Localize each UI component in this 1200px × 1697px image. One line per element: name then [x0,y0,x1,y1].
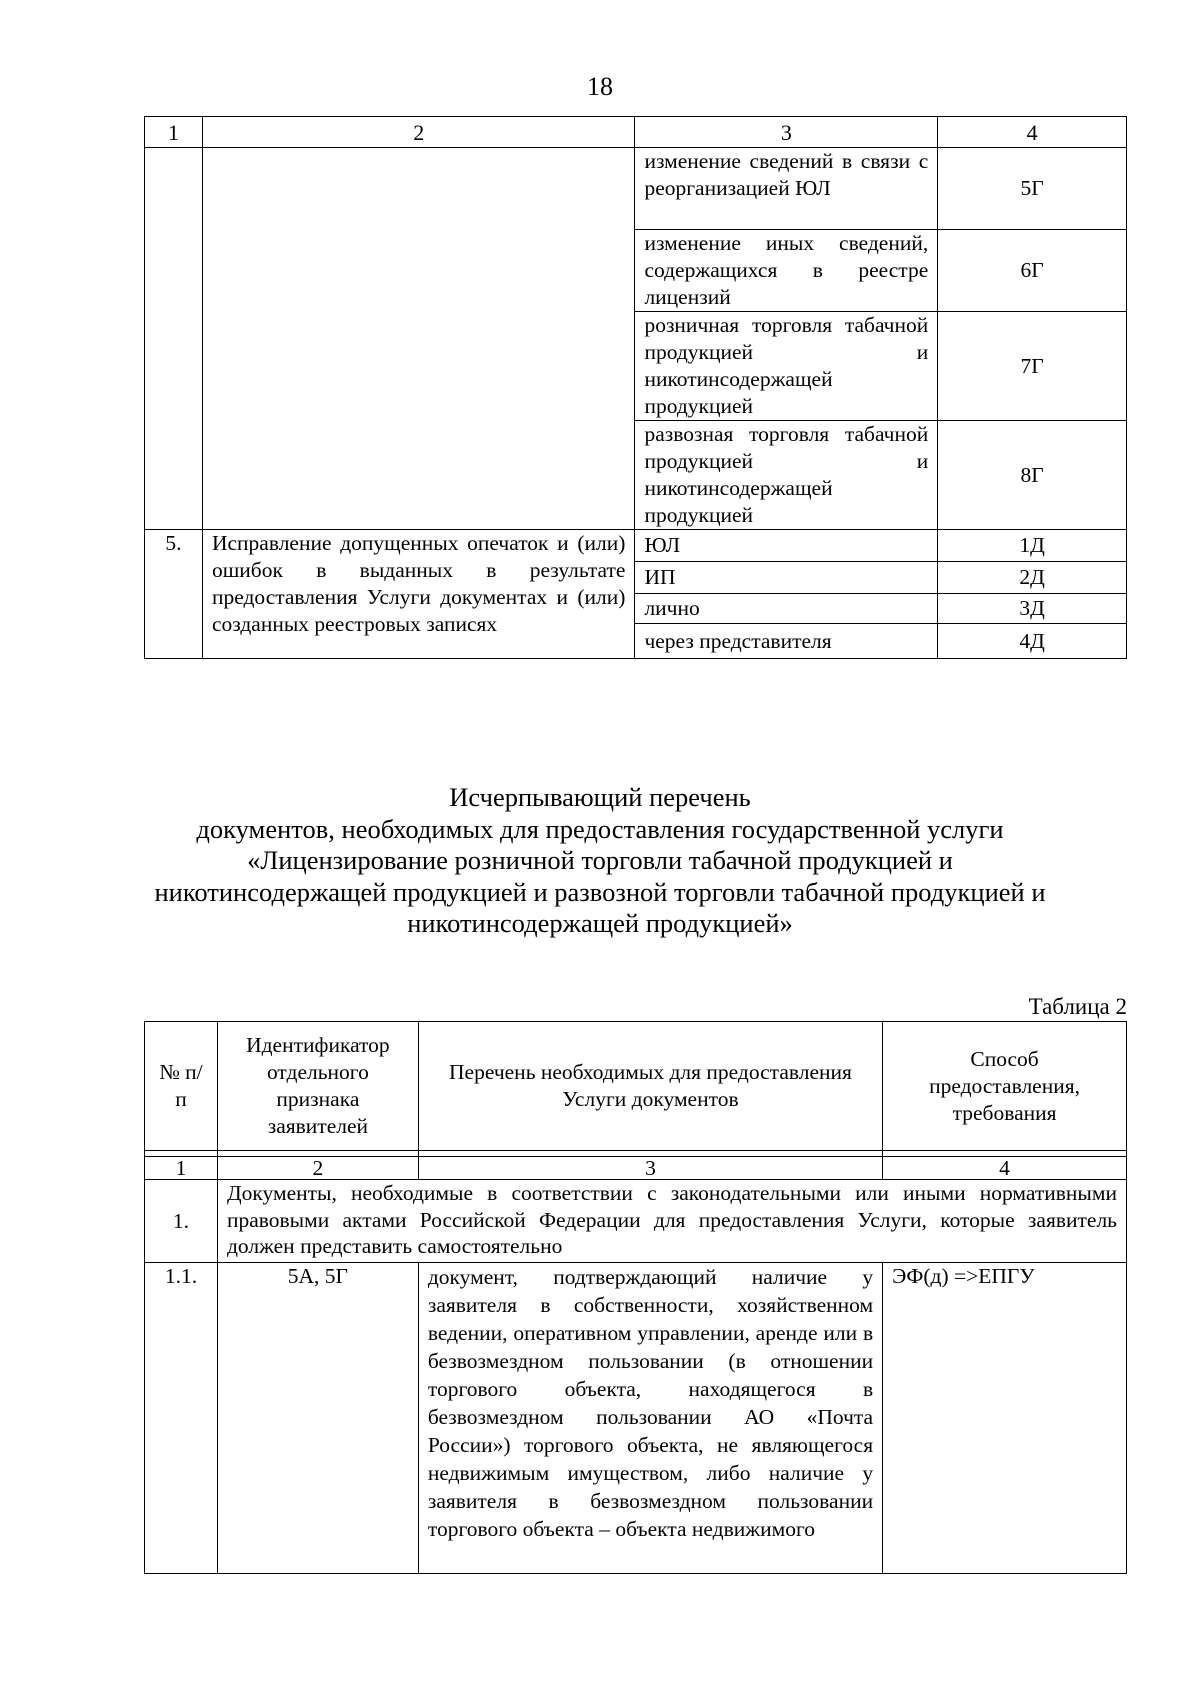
title-line: «Лицензирование розничной торговли табачной продукцией и [247,845,953,875]
row-number: 1.1. [145,1263,218,1574]
title-line: Исчерпывающий перечень [449,782,751,812]
table1-header-row [145,117,1127,148]
col-header-identifier: Идентификатор отдельного признака заявителей [217,1022,418,1151]
table1-cell-text: развозная торговля табачной продукцией и никотинсодержащей продукцией [635,421,938,530]
table-row [145,1263,1127,1574]
table1-empty-cell [145,148,203,530]
table2-header-row [145,1022,1127,1151]
col-header-method: Способ предоставления, требования [883,1022,1127,1151]
table1-col3-header: 3 [635,117,938,148]
table1-col2-header: 2 [202,117,634,148]
table1-empty-cell [202,148,634,530]
applicant-identifiers: 5А, 5Г [217,1263,418,1574]
table-row [145,1180,1127,1263]
submission-method: ЭФ(д) =>ЕПГУ [883,1263,1127,1574]
continuation-table [144,116,1127,659]
table-row [145,148,1127,230]
table1-cell-code: 6Г [938,230,1127,312]
table1-col1-header: 1 [145,117,203,148]
row-description: Исправление допущенных опечаток и (или) ошибок в выданных в результате предоставления Услуги документах и (или) созданных реестровых записях [202,530,634,659]
table-row [145,530,1127,562]
section-title [100,782,1100,940]
title-line: документов, необходимых для предоставления государственной услуги [196,813,1004,844]
table1-cell-code: 5Г [938,148,1127,230]
page-number: 18 [587,72,613,101]
table2-number-row [145,1157,1127,1180]
document-description: документ, подтверждающий наличие у заявителя в собственности, хозяйственном ведении, оперативном управлении, аренде или в безвозмездном пользовании (в отношении торгового объекта, находящегося в безвозмездном пользовании АО «Почта России») торгового объекта, не являющегося недвижимым имуществом, либо наличие у заявителя в безвозмездном пользовании торгового объекта – объекта недвижимого [418,1263,882,1574]
table-caption: Таблица 2 [1028,994,1127,1019]
table1-cell-text: розничная торговля табачной продукцией и никотинсодержащей продукцией [635,312,938,421]
table1-cell-code: 2Д [938,562,1127,594]
col-header-number: № п/п [145,1022,218,1151]
col-number: 3 [418,1157,882,1180]
col-number: 1 [145,1157,218,1180]
table1-cell-text: через представителя [635,624,938,659]
col-number: 2 [217,1157,418,1180]
row-number: 5. [145,530,203,659]
table1-cell-text: изменение иных сведений, содержащихся в реестре лицензий [635,230,938,312]
col-number: 4 [883,1157,1127,1180]
table1-col4-header: 4 [938,117,1127,148]
table1-cell-code: 4Д [938,624,1127,659]
title-line: никотинсодержащей продукцией и развозной торговли табачной продукцией и [154,876,1046,907]
table1-cell-text: лично [635,594,938,624]
table1-cell-code: 8Г [938,421,1127,530]
title-line: никотинсодержащей продукцией» [407,908,793,938]
table1-cell-text: изменение сведений в связи с реорганизацией ЮЛ [635,148,938,230]
table1-cell-text: ЮЛ [635,530,938,562]
table1-cell-text: ИП [635,562,938,594]
table1-cell-code: 7Г [938,312,1127,421]
section-heading: Документы, необходимые в соответствии с законодательными или иными нормативными правовыми актами Российской Федерации для предоставления Услуги, которые заявитель должен представить самостоятельно [217,1180,1126,1263]
table1-cell-code: 3Д [938,594,1127,624]
col-header-documents: Перечень необходимых для предоставления Услуги документов [418,1022,882,1151]
section-number: 1. [145,1180,218,1263]
table1-cell-code: 1Д [938,530,1127,562]
documents-table [144,1021,1127,1574]
